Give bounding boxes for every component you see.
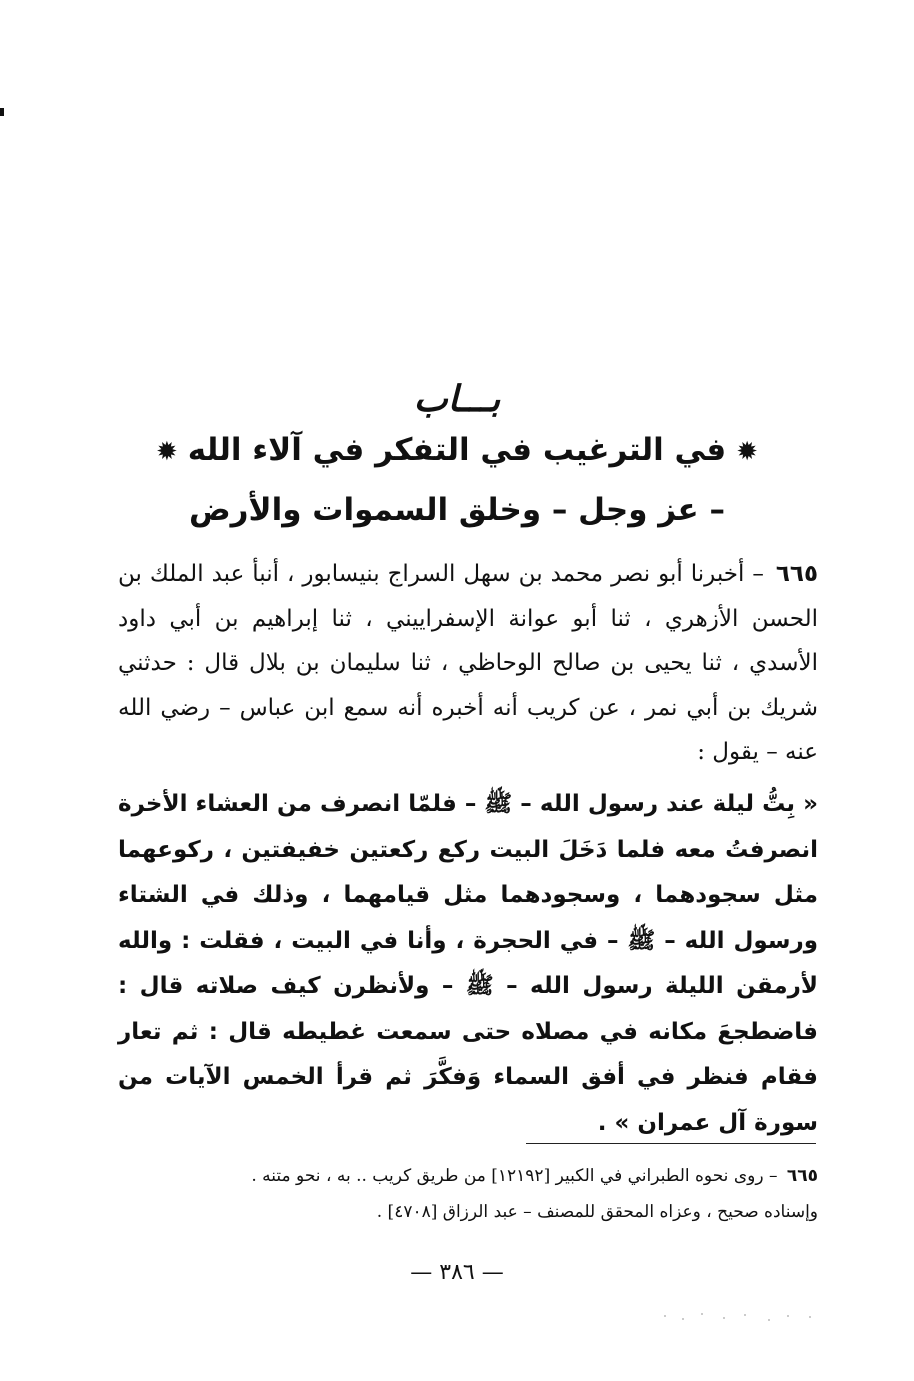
scan-specks	[660, 1310, 820, 1322]
chapter-title-line-1	[0, 432, 914, 468]
page-number: — ٣٨٦ —	[410, 1260, 504, 1285]
footnote-text-1: – روى نحوه الطبراني في الكبير [١٢١٩٢] من طريق كريب .. به ، نحو متنه .	[251, 1166, 778, 1186]
footnote-line-2: وإسناده صحيح ، وعزاه المحقق للمصنف – عبد الرزاق [٤٧٠٨] .	[376, 1202, 818, 1222]
isnad-text: – أخبرنا أبو نصر محمد بن سهل السراج بنيسابور ، أنبأ عبد الملك بن الحسن الأزهري ، ثنا أبو عوانة الإسفراييني ، ثنا إبراهيم بن أبي داود الأسدي ، ثنا يحيى بن صالح الوحاظي ، ثنا سليمان بن بلال قال : حدثني شريك بن أبي نمر ، عن كريب أنه أخبره أنه سمع ابن عباس – رضي الله عنه – يقول :	[118, 561, 818, 765]
scan-edge-mark	[0, 108, 4, 116]
chapter-heading: بـــاب	[413, 378, 501, 420]
star-ornament-icon: ✹	[155, 436, 178, 467]
footnote	[72, 1158, 818, 1230]
footnote-number: ٦٦٥	[786, 1166, 818, 1186]
hadith-number: ٦٦٥	[775, 561, 818, 587]
chapter-title-text-1: في الترغيب في التفكر في آلاء الله	[187, 432, 727, 468]
footnote-separator	[526, 1143, 816, 1144]
isnad-paragraph	[118, 552, 818, 775]
hadith-text: « بِتُّ ليلة عند رسول الله – ﷺ – فلمّا انصرف من العشاء الأخرة انصرفتُ معه فلما دَخَلَ البيت ركع ركعتين خفيفتين ، ركوعهما مثل سجودهما ، وسجودهما مثل قيامهما ، وذلك في الشتاء ورسول الله – ﷺ – في الحجرة ، وأنا في البيت ، فقلت : والله لأرمقن الليلة رسول الله – ﷺ – ولأنظرن كيف صلاته قال : فاضطجعَ مكانه في مصلاه حتى سمعت غطيطه قال : ثم تعار فقام فنظر في أفق السماء وَفكَّرَ ثم قرأ الخمس الآيات من سورة آل عمران » .	[118, 791, 818, 1136]
star-ornament-icon: ✹	[736, 436, 758, 467]
footnote-line-1	[72, 1158, 818, 1194]
chapter-title-line-2: – عز وجل – وخلق السموات والأرض	[188, 492, 726, 528]
